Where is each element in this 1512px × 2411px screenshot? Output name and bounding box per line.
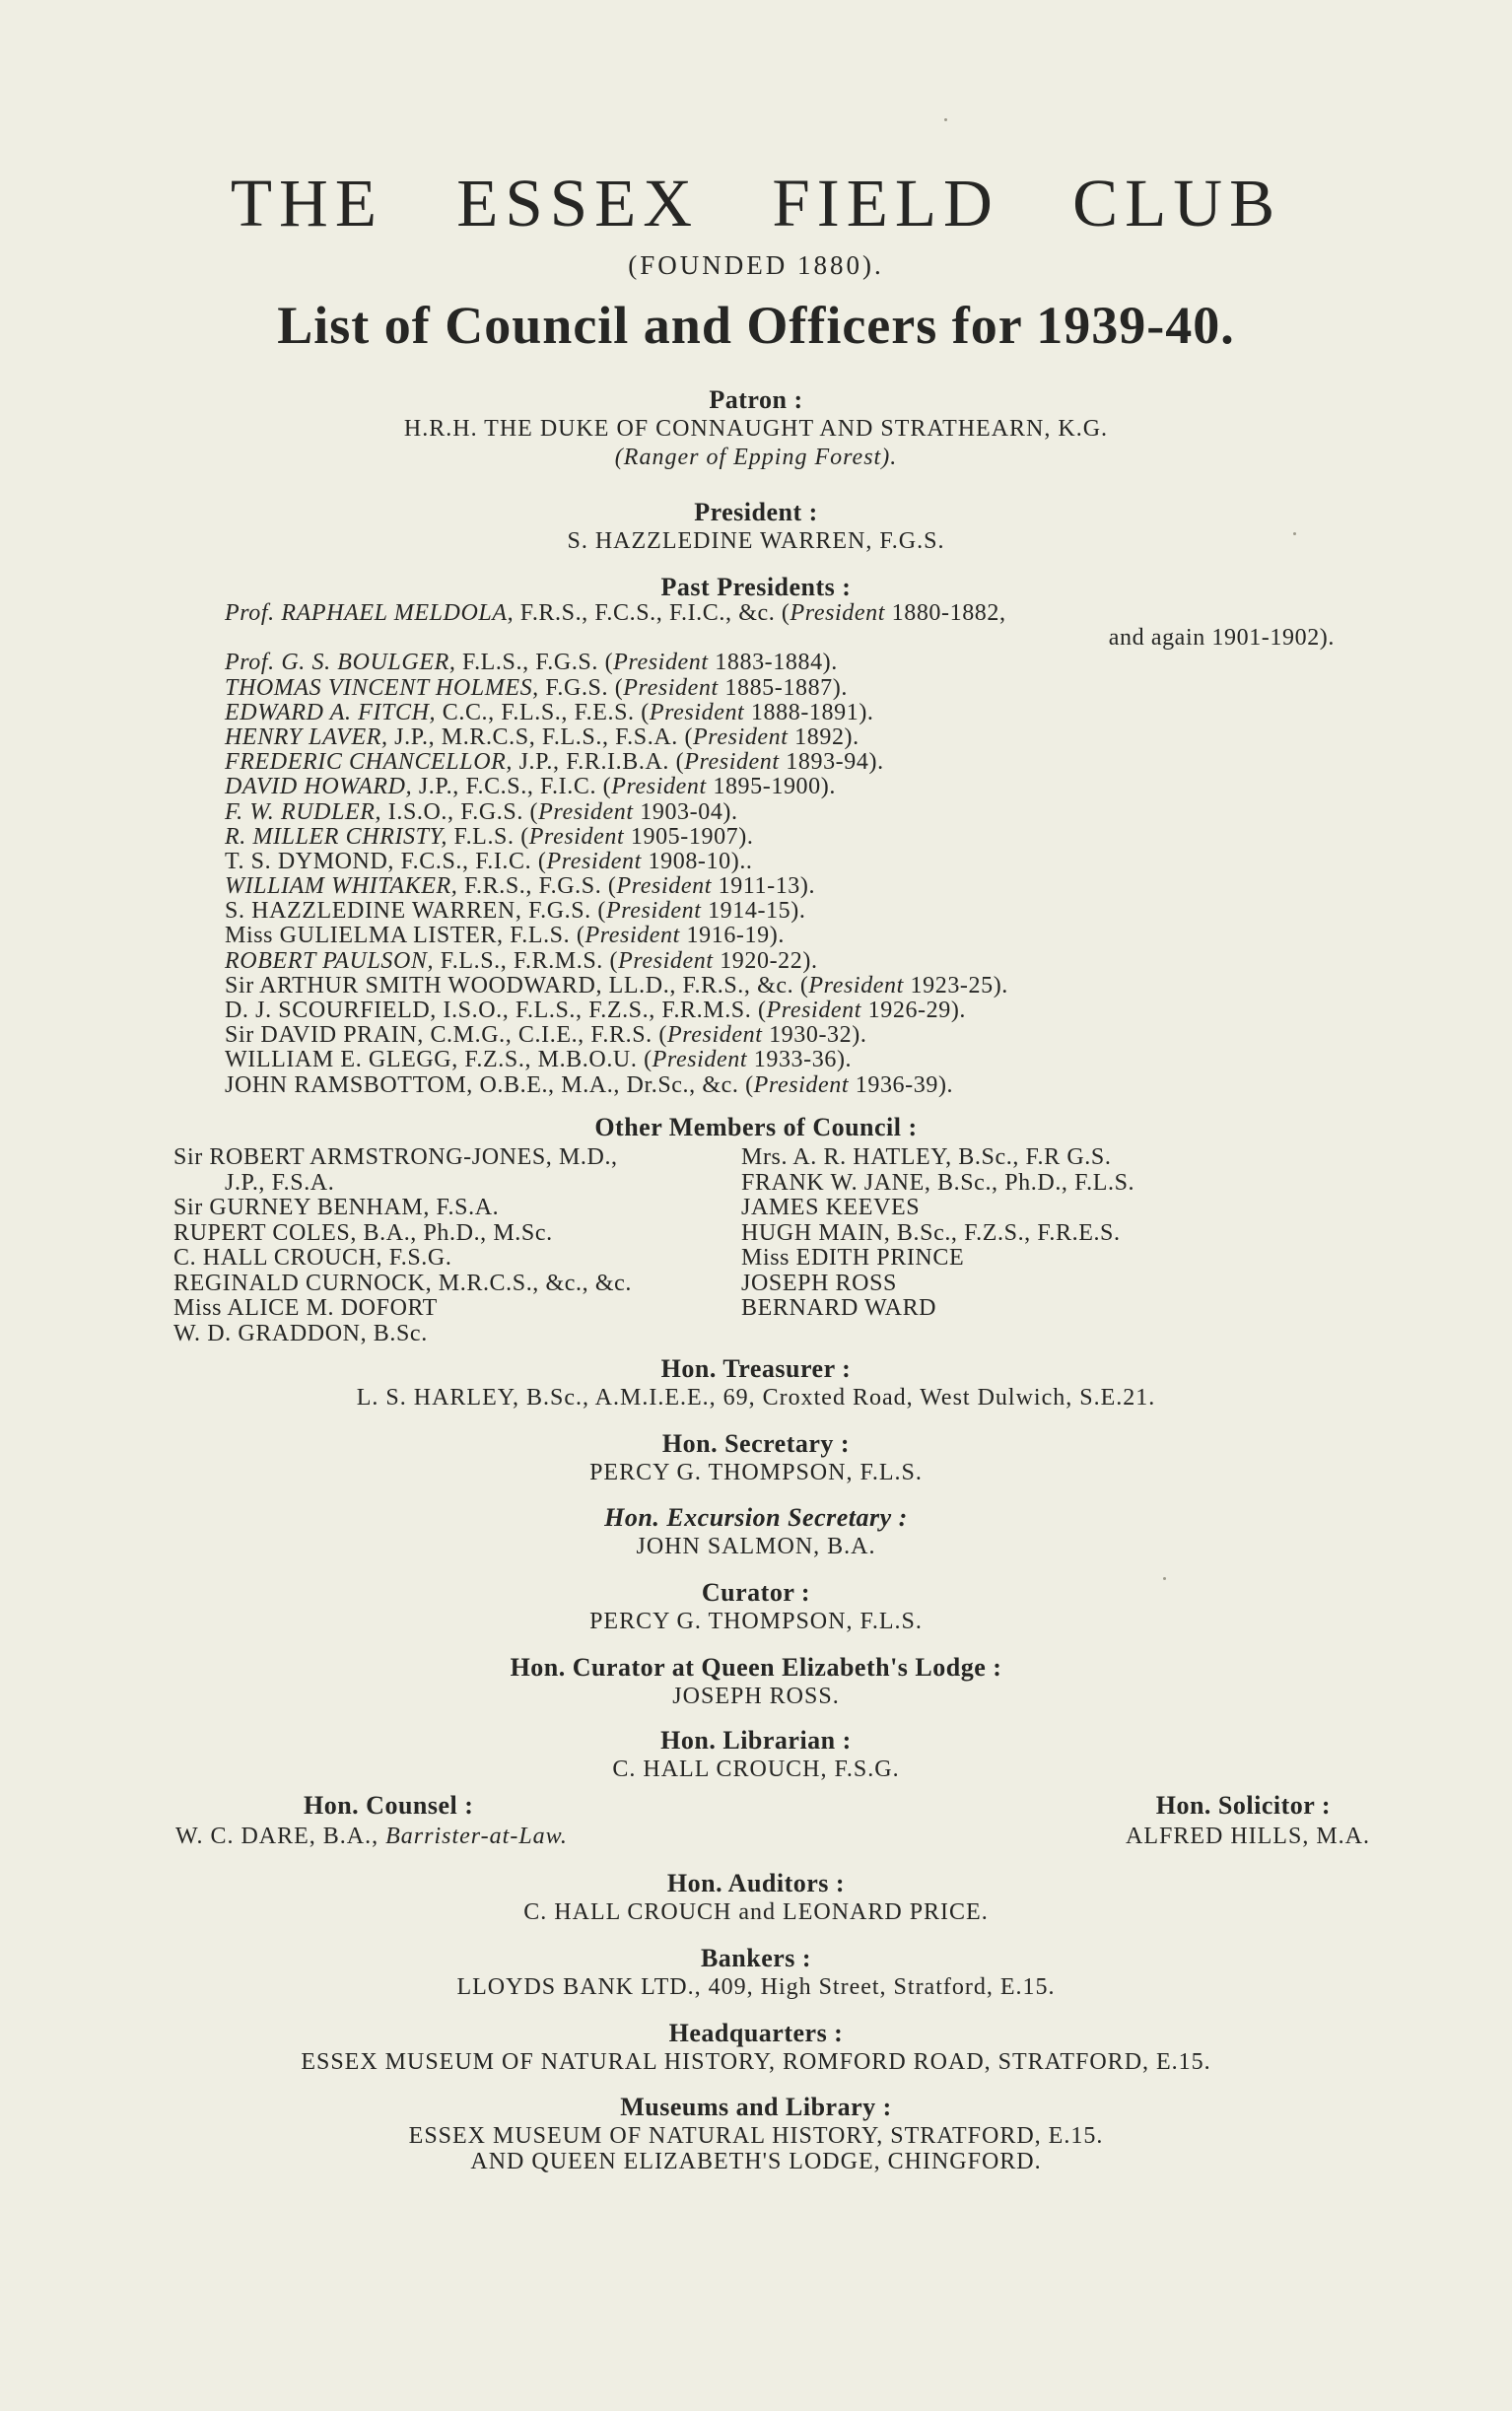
past-president-row (225, 899, 1339, 924)
excursion-heading: Hon. Excursion Secretary : (604, 1503, 908, 1532)
past-president-qualifications: F.R.S., F.C.S., F.I.C., &c. (514, 600, 782, 626)
past-presidents-list (225, 601, 1339, 1098)
past-president-name: Prof. G. S. BOULGER, (225, 650, 456, 676)
past-president-row (225, 800, 1339, 825)
lodge-curator-name: JOSEPH ROSS. (672, 1684, 840, 1710)
past-president-term: (President 1930-32). (658, 1022, 867, 1049)
museums-heading: Museums and Library : (620, 2093, 892, 2121)
president-section (0, 499, 1512, 554)
past-president-row (225, 1023, 1339, 1048)
past-president-term: (President 1880-1882, (781, 600, 1006, 626)
past-president-name: HENRY LAVER, (225, 723, 388, 750)
patron-heading: Patron : (709, 385, 803, 414)
past-president-qualifications: F.L.S., F.G.S. (455, 650, 605, 676)
past-president-qualifications: Sir DAVID PRAIN, C.M.G., C.I.E., F.R.S. (225, 1022, 659, 1049)
past-president-term: (President 1893-94). (675, 749, 884, 776)
curator-name: PERCY G. THOMPSON, F.L.S. (589, 1609, 923, 1635)
excursion-name: JOHN SALMON, B.A. (636, 1534, 876, 1560)
solicitor-name: ALFRED HILLS, M.A. (1125, 1824, 1370, 1850)
president-name: S. HAZZLEDINE WARREN, F.G.S. (567, 528, 945, 555)
past-president-qualifications: I.S.O., F.G.S. (381, 798, 530, 825)
museums-line-1: ESSEX MUSEUM OF NATURAL HISTORY, STRATFORD, E.15. (408, 2123, 1104, 2150)
past-president-qualifications: F.L.S. (447, 823, 521, 850)
council-member: FRANK W. JANE, B.Sc., Ph.D., F.L.S. (741, 1169, 1135, 1196)
excursion-section (0, 1504, 1512, 1559)
council-member: Miss ALICE M. DOFORT (173, 1295, 438, 1321)
bankers-section (0, 1945, 1512, 2000)
council-member: C. HALL CROUCH, F.S.G. (173, 1245, 452, 1271)
past-president-row (225, 725, 1339, 750)
secretary-name: PERCY G. THOMPSON, F.L.S. (589, 1460, 923, 1486)
past-president-term: (President 1892). (684, 723, 859, 750)
past-president-name: F. W. RUDLER, (225, 798, 382, 825)
patron-note: (Ranger of Epping Forest). (614, 445, 898, 471)
past-president-qualifications: D. J. SCOURFIELD, I.S.O., F.L.S., F.Z.S., F.R.M.S. (225, 998, 758, 1023)
counsel-name: W. C. DARE, B.A., (175, 1824, 386, 1850)
council-member: JAMES KEEVES (741, 1195, 921, 1220)
council-member: RUPERT COLES, B.A., Ph.D., M.Sc. (173, 1219, 553, 1246)
president-heading: President : (694, 498, 818, 526)
past-president-row (225, 874, 1339, 899)
secretary-heading: Hon. Secretary : (661, 1429, 851, 1458)
treasurer-name: L. S. HARLEY, B.Sc., A.M.I.E.E., 69, Croxted Road, West Dulwich, S.E.21. (356, 1385, 1156, 1412)
museums-line-2: AND QUEEN ELIZABETH'S LODGE, CHINGFORD. (470, 2149, 1042, 2175)
counsel-heading: Hon. Counsel : (304, 1791, 474, 1820)
auditors-name: C. HALL CROUCH and LEONARD PRICE. (523, 1899, 989, 1926)
past-president-qualifications: F.R.S., F.G.S. (457, 873, 608, 900)
bankers-name: LLOYDS BANK LTD., 409, High Street, Stratford, E.15. (456, 1974, 1056, 2001)
counsel-section (175, 1792, 668, 1849)
solicitor-heading: Hon. Solicitor : (1155, 1791, 1331, 1820)
past-president-term: (President 1920-22). (609, 947, 818, 974)
founded-note: (FOUNDED 1880). (628, 250, 884, 280)
paper-speck (1163, 1577, 1166, 1580)
past-president-qualifications: S. HAZZLEDINE WARREN, F.G.S. (225, 898, 598, 925)
council-member: W. D. GRADDON, B.Sc. (173, 1320, 428, 1346)
past-president-qualifications: J.P., M.R.C.S, F.L.S., F.S.A. (387, 723, 685, 750)
secretary-section (0, 1430, 1512, 1485)
past-president-row (225, 651, 1339, 675)
past-president-qualifications: Sir ARTHUR SMITH WOODWARD, LL.D., F.R.S., &c. (225, 972, 800, 999)
past-presidents-heading: Past Presidents : (660, 573, 852, 601)
past-president-term: (President 1926-29). (757, 998, 967, 1023)
past-president-qualifications: T. S. DYMOND, F.C.S., F.I.C. (225, 848, 538, 874)
past-president-row (225, 750, 1339, 775)
past-president-term: (President 1905-1907). (520, 823, 754, 850)
council-member: JOSEPH ROSS (741, 1270, 897, 1296)
librarian-section (0, 1727, 1512, 1782)
lodge-curator-heading: Hon. Curator at Queen Elizabeth's Lodge : (510, 1653, 1002, 1682)
past-president-qualifications: C.C., F.L.S., F.E.S. (436, 699, 642, 725)
council-member: Sir ROBERT ARMSTRONG-JONES, M.D., (173, 1144, 618, 1170)
council-section (0, 1114, 1512, 1140)
past-president-term: (President 1885-1887). (614, 674, 848, 701)
past-president-qualifications: JOHN RAMSBOTTOM, O.B.E., M.A., Dr.Sc., &c. (225, 1071, 746, 1098)
counsel-role: Barrister-at-Law. (385, 1824, 568, 1850)
past-president-qualifications: WILLIAM E. GLEGG, F.Z.S., M.B.O.U. (225, 1047, 645, 1073)
past-presidents-section (0, 574, 1512, 600)
patron-name: H.R.H. THE DUKE OF CONNAUGHT AND STRATHEARN, K.G. (403, 416, 1109, 443)
past-president-name: WILLIAM WHITAKER, (225, 873, 458, 900)
council-member: Miss EDITH PRINCE (741, 1245, 965, 1271)
past-president-name: ROBERT PAULSON, (225, 947, 435, 974)
treasurer-section (0, 1355, 1512, 1411)
council-heading: Other Members of Council : (594, 1113, 918, 1141)
past-president-qualifications: J.P., F.R.I.B.A. (513, 749, 676, 776)
council-member: BERNARD WARD (741, 1295, 937, 1321)
past-president-row (225, 974, 1339, 999)
museums-section (0, 2094, 1512, 2175)
treasurer-heading: Hon. Treasurer : (660, 1354, 852, 1383)
past-president-term: (President 1888-1891). (641, 699, 874, 725)
past-president-qualifications: F.L.S., F.R.M.S. (434, 947, 610, 974)
council-member: Sir GURNEY BENHAM, F.S.A. (173, 1195, 500, 1220)
librarian-heading: Hon. Librarian : (660, 1726, 852, 1755)
past-president-term: (President 1916-19). (576, 923, 785, 949)
past-president-row (225, 999, 1339, 1023)
past-president-term: and again 1901-1902). (1108, 625, 1335, 652)
past-president-row (225, 676, 1339, 701)
past-president-row (225, 601, 1339, 626)
librarian-name: C. HALL CROUCH, F.S.G. (612, 1757, 900, 1783)
past-president-row (225, 949, 1339, 974)
past-president-term: (President 1895-1900). (602, 774, 836, 800)
past-president-term: (President 1911-13). (607, 873, 816, 900)
past-president-term: (President 1903-04). (529, 798, 738, 825)
past-president-name: DAVID HOWARD, (225, 774, 413, 800)
council-member: J.P., F.S.A. (225, 1169, 335, 1196)
past-president-term: (President 1933-36). (644, 1047, 853, 1073)
club-title: THE ESSEX FIELD CLUB (230, 166, 1282, 241)
curator-section (0, 1579, 1512, 1634)
council-left-column (173, 1145, 725, 1346)
past-president-term: (President 1914-15). (597, 898, 806, 925)
past-president-row (225, 775, 1339, 799)
past-president-name: THOMAS VINCENT HOLMES, (225, 674, 539, 701)
headquarters-section (0, 2020, 1512, 2075)
council-member: REGINALD CURNOCK, M.R.C.S., &c., &c. (173, 1270, 632, 1296)
past-president-term: (President 1936-39). (745, 1071, 954, 1098)
solicitor-section (1045, 1792, 1370, 1849)
list-title: List of Council and Officers for 1939-40. (277, 296, 1235, 355)
past-president-term: (President 1908-10).. (537, 848, 753, 874)
past-president-row (225, 924, 1339, 948)
headquarters-name: ESSEX MUSEUM OF NATURAL HISTORY, ROMFORD ROAD, STRATFORD, E.15. (301, 2049, 1211, 2076)
paper-speck (1293, 532, 1296, 535)
past-president-row (225, 825, 1339, 850)
paper-speck (944, 118, 947, 121)
past-president-row (225, 1048, 1339, 1072)
past-president-qualifications: Miss GULIELMA LISTER, F.L.S. (225, 923, 577, 949)
council-member: HUGH MAIN, B.Sc., F.Z.S., F.R.E.S. (741, 1219, 1121, 1246)
past-president-row (225, 626, 1339, 651)
past-president-term: (President 1883-1884). (604, 650, 838, 676)
past-president-name: R. MILLER CHRISTY, (225, 823, 447, 850)
past-president-term: (President 1923-25). (799, 972, 1008, 999)
auditors-heading: Hon. Auditors : (666, 1869, 846, 1897)
past-president-row (225, 850, 1339, 874)
lodge-curator-section (0, 1654, 1512, 1709)
council-member: Mrs. A. R. HATLEY, B.Sc., F.R G.S. (741, 1144, 1112, 1170)
patron-section (0, 386, 1512, 471)
headquarters-heading: Headquarters : (668, 2019, 844, 2047)
past-president-qualifications: F.G.S. (538, 674, 615, 701)
past-president-qualifications: J.P., F.C.S., F.I.C. (412, 774, 603, 800)
bankers-heading: Bankers : (700, 1944, 812, 1972)
past-president-name: FREDERIC CHANCELLOR, (225, 749, 513, 776)
past-president-name: EDWARD A. FITCH, (225, 699, 437, 725)
past-president-name: Prof. RAPHAEL MELDOLA, (225, 600, 515, 626)
past-president-row (225, 1073, 1339, 1098)
auditors-section (0, 1870, 1512, 1925)
council-right-column (741, 1145, 1293, 1322)
past-president-row (225, 701, 1339, 725)
curator-heading: Curator : (701, 1578, 811, 1607)
